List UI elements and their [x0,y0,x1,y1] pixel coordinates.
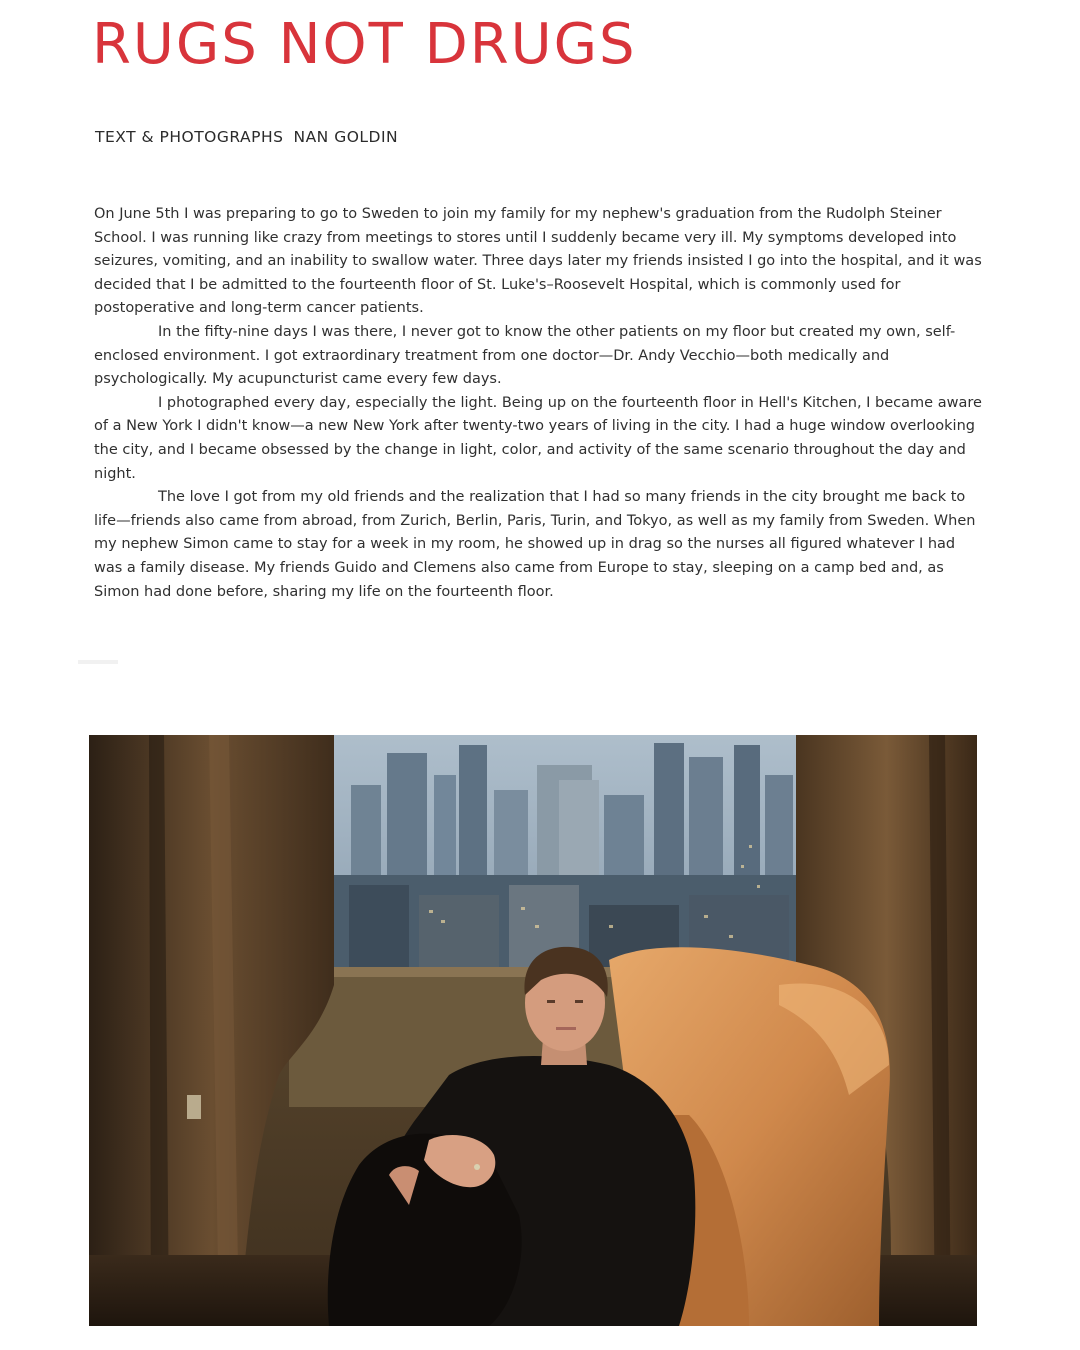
article-body [94,203,984,604]
paragraph-1: On June 5th I was preparing to go to Sweden to join my family for my nephew's graduation from the Rudolph Steiner School. I was running like crazy from meetings to stores until I suddenly became very ill. My symptoms developed into seizures, vomiting, and an inability to swallow water. Three days later my friends insisted I go into the hospital, and it was decided that I be admitted to the fourteenth floor of St. Luke's–Roosevelt Hospital, which is commonly used for postoperative and long-term cancer patients. [94,206,982,317]
paragraph-4: The love I got from my old friends and the realization that I had so many friends in the city brought me back to life—friends also came from abroad, from Zurich, Berlin, Paris, Turin, and Tokyo, as well as my family from Sweden. When my nephew Simon came to stay for a week in my room, he showed up in drag so the nurses all figured whatever I had was a family disease. My friends Guido and Clemens also came from Europe to stay, sleeping on a camp bed and, as Simon had done before, sharing my life on the fourteenth floor. [94,489,976,600]
print-speck [78,660,118,664]
photo-illustration [89,735,977,1326]
window-cityscape [334,735,796,977]
byline-name: NAN GOLDIN [293,128,399,146]
byline-label: TEXT & PHOTOGRAPHS [95,128,284,146]
article-title: RUGS NOT DRUGS [92,12,637,77]
photograph [89,735,977,1326]
paragraph-2: In the fifty-nine days I was there, I never got to know the other patients on my floor but created my own, self-enclosed environment. I got extraordinary treatment from one doctor—Dr. Andy Vecchio—both medically and psychologically. My acupuncturist came every few days. [94,323,956,388]
byline [95,128,398,146]
paragraph-3: I photographed every day, especially the light. Being up on the fourteenth floor in Hell's Kitchen, I became aware of a New York I didn't know—a new New York after twenty-two years of living in the city. I had a huge window overlooking the city, and I became obsessed by the change in light, color, and activity of the same scenario throughout the day and night. [94,394,982,482]
wall-outlet [187,1095,201,1119]
